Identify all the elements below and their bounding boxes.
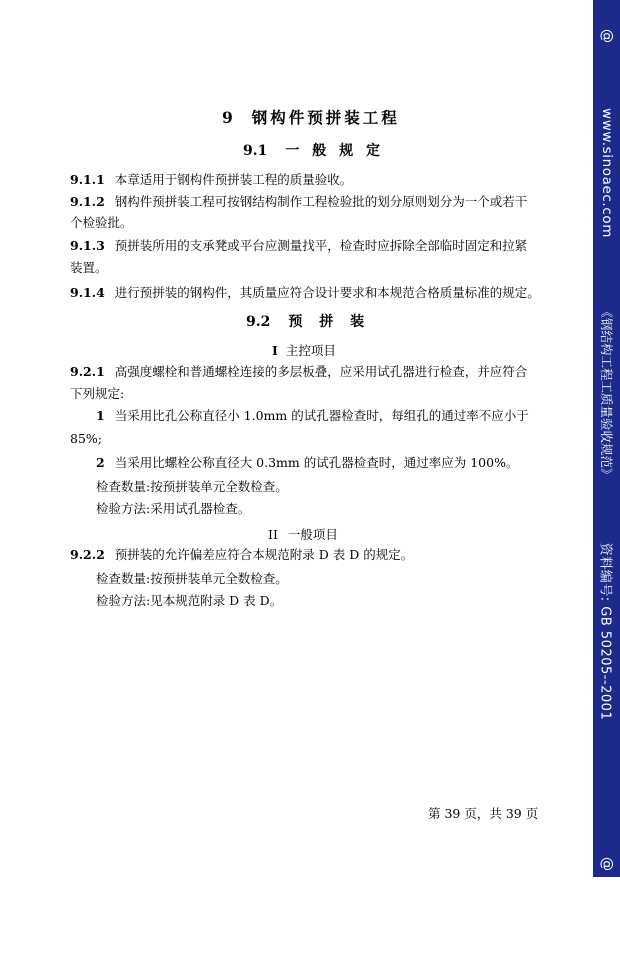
sidebar-book-title: 《钢结构工程工质量验收规范》 xyxy=(598,305,614,481)
main-items-heading: I 主控项目 xyxy=(272,343,336,358)
clause-9-1-3-cont: 装置。 xyxy=(70,260,108,275)
clause-9-1-4: 9.1.4 进行预拼装的钢构件，其质量应符合设计要求和本规范合格质量标准的规定。 xyxy=(70,285,540,300)
page-footer: 第 39 页，共 39 页 xyxy=(428,806,539,821)
section-9-1-title: 9.1 一 般 规 定 xyxy=(243,143,384,159)
general-items-heading: II 一般项目 xyxy=(268,527,338,542)
clause-9-2-2: 9.2.2 预拼装的允许偏差应符合本规范附录 D 表 D 的规定。 xyxy=(70,547,414,562)
item-2: 2 当采用比螺栓公称直径大 0.3mm 的试孔器检查时，通过率应为 100%。 xyxy=(96,455,519,470)
item-1: 1 当采用比孔公称直径小 1.0mm 的试孔器检查时，每组孔的通过率不应小于 xyxy=(96,408,529,423)
clause-9-1-3: 9.1.3 预拼装所用的支承凳或平台应测量找平，检查时应拆除全部临时固定和拉紧 xyxy=(70,238,528,253)
clause-9-2-1: 9.2.1 高强度螺栓和普通螺栓连接的多层板叠，应采用试孔器进行检查，并应符合 xyxy=(70,364,528,379)
sidebar-symbol-bottom: @ xyxy=(598,857,615,871)
watermark-sidebar xyxy=(593,0,620,877)
check-method-general: 检验方法:见本规范附录 D 表 D。 xyxy=(96,593,283,608)
check-quantity-general: 检查数量:按预拼装单元全数检查。 xyxy=(96,571,288,586)
sidebar-website: www.sinoaec.com xyxy=(598,108,615,238)
clause-9-1-1: 9.1.1 本章适用于钢构件预拼装工程的质量验收。 xyxy=(70,172,353,187)
sidebar-doc-number: 资料编号: GB 50205--2001 xyxy=(597,542,612,721)
clause-9-2-1-cont: 下列规定: xyxy=(70,386,125,401)
sidebar-symbol-top: @ xyxy=(598,29,615,43)
item-1-cont: 85%; xyxy=(70,431,102,446)
chapter-title: 9 钢构件预拼装工程 xyxy=(222,108,400,127)
check-method-main: 检验方法:采用试孔器检查。 xyxy=(96,501,251,516)
section-9-2-title: 9.2 预 拼 装 xyxy=(246,314,371,330)
clause-9-1-2-cont: 个检验批。 xyxy=(70,215,133,230)
check-quantity-main: 检查数量:按预拼装单元全数检查。 xyxy=(96,479,288,494)
clause-9-1-2: 9.1.2 钢构件预拼装工程可按钢结构制作工程检验批的划分原则划分为一个或若干 xyxy=(70,194,528,209)
